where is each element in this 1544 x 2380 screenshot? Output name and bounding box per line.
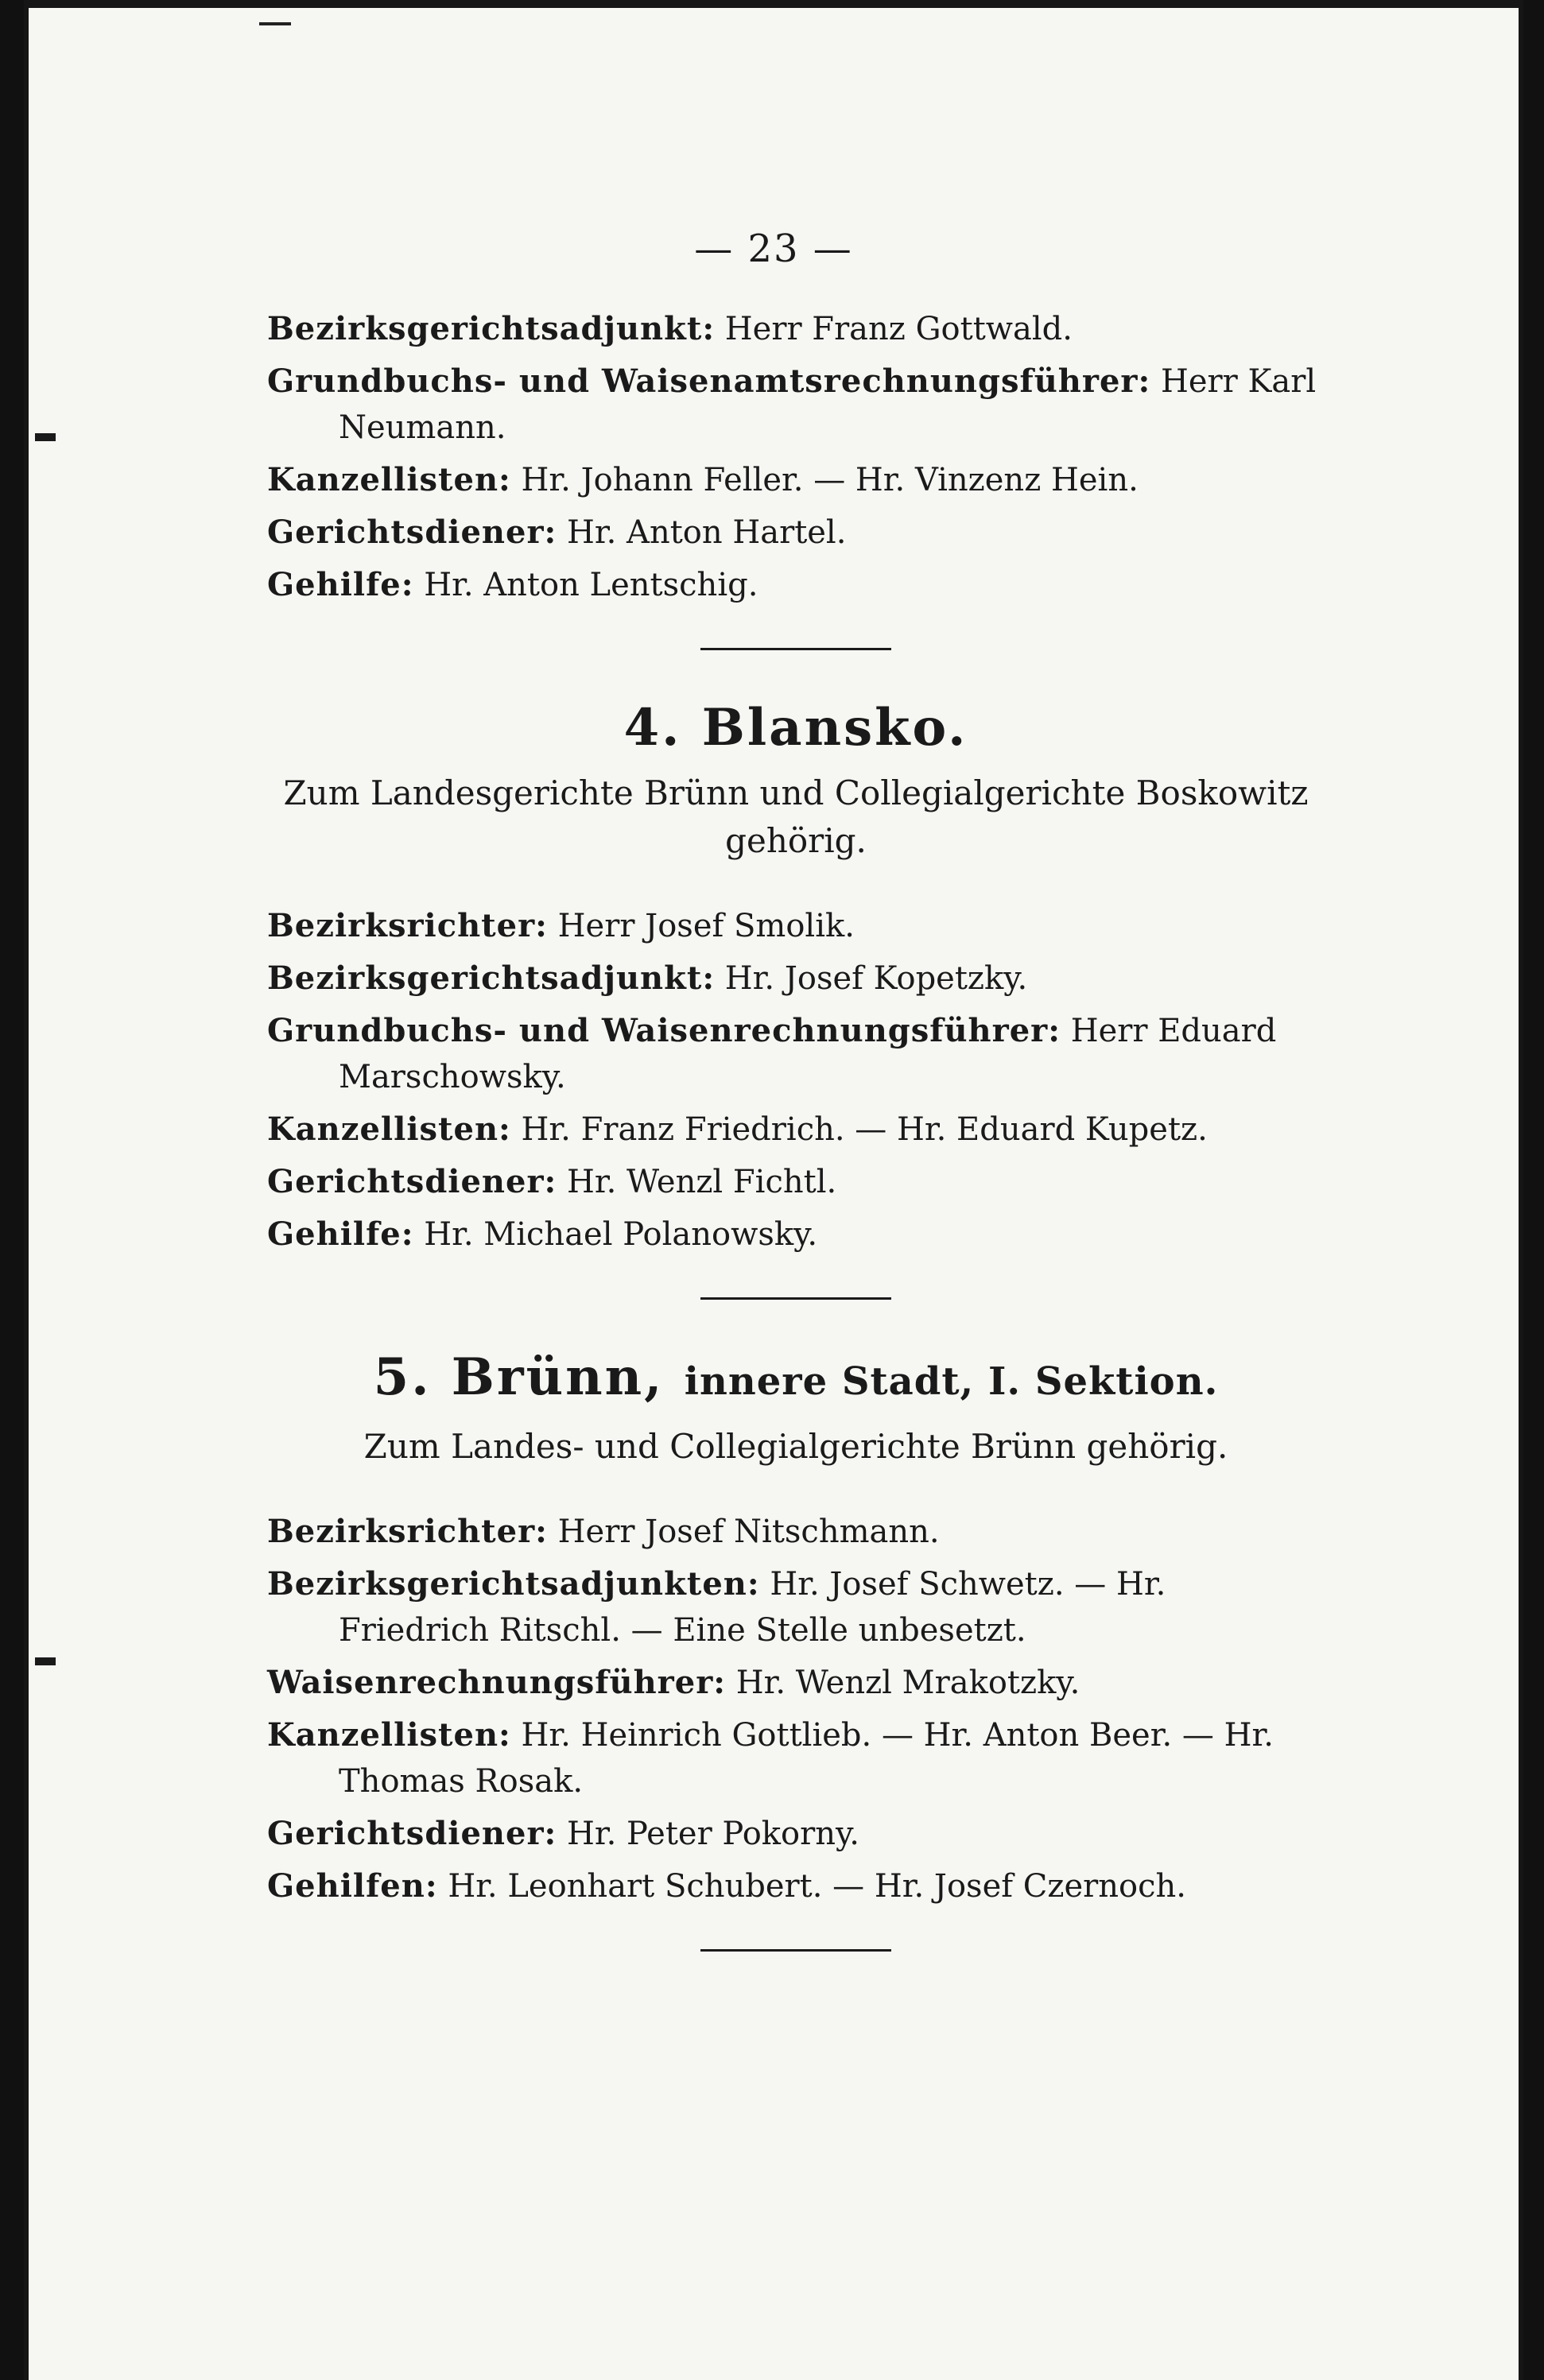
- page-top-border: [29, 0, 1519, 8]
- entry-role: Kanzellisten:: [267, 461, 511, 498]
- entry-role: Bezirksgerichtsadjunkten:: [267, 1565, 760, 1603]
- staff-entry: [267, 562, 1325, 608]
- entry-names: Hr. Anton Hartel.: [567, 514, 847, 551]
- section-5-heading: [267, 1346, 1325, 1413]
- entry-role: Gehilfe:: [267, 1215, 414, 1253]
- section-4-heading: 4. Blansko.: [623, 698, 968, 758]
- entry-names: Hr. Franz Friedrich. — Hr. Eduard Kupetz.: [521, 1111, 1208, 1148]
- staff-entry: [267, 1863, 1325, 1909]
- entry-names: Hr. Wenzl Fichtl.: [567, 1164, 837, 1200]
- entry-role: Bezirksgerichtsadjunkt:: [267, 310, 716, 347]
- page-number: — 23 —: [694, 227, 853, 271]
- staff-entry: [267, 955, 1325, 1002]
- entry-names: Hr. Josef Kopetzky.: [724, 960, 1028, 997]
- staff-entry: [267, 306, 1325, 352]
- section-3-entries: [267, 306, 1325, 608]
- entry-role: Gehilfen:: [267, 1867, 438, 1905]
- entry-role: Grundbuchs- und Waisenrechnungsführer:: [267, 1012, 1061, 1049]
- staff-entry: [267, 1159, 1325, 1205]
- section-divider: [700, 1949, 891, 1952]
- entry-names: Hr. Peter Pokorny.: [567, 1816, 860, 1852]
- entry-names: Herr Franz Gottwald.: [724, 311, 1073, 347]
- staff-entry: [267, 1660, 1325, 1706]
- entry-names: Hr. Wenzl Mrakotzky.: [735, 1665, 1080, 1701]
- binding-mark: [35, 1657, 56, 1665]
- entry-role: Bezirksgerichtsadjunkt:: [267, 959, 716, 997]
- staff-entry: [267, 359, 1325, 451]
- entry-role: Bezirksrichter:: [267, 1513, 548, 1550]
- entry-role: Kanzellisten:: [267, 1111, 511, 1148]
- staff-entry: [267, 1509, 1325, 1555]
- entry-names: Hr. Heinrich Gottlieb. — Hr. Anton Beer. — Hr. Thomas Rosak.: [339, 1717, 1274, 1800]
- scanned-page: [24, 0, 1523, 2380]
- section-divider: [700, 1297, 891, 1300]
- entry-role: Bezirksrichter:: [267, 907, 548, 944]
- entry-role: Gehilfe:: [267, 566, 414, 603]
- staff-entry: [267, 1561, 1325, 1653]
- entry-names: Hr. Leonhart Schubert. — Hr. Josef Czernoch.: [448, 1868, 1186, 1905]
- entry-names: Hr. Johann Feller. — Hr. Vinzenz Hein.: [521, 462, 1139, 498]
- section-divider: [700, 648, 891, 650]
- staff-entry: [267, 1211, 1325, 1258]
- entry-role: Grundbuchs- und Waisenamtsrechnungsführer:: [267, 362, 1151, 400]
- staff-entry: [267, 1811, 1325, 1857]
- staff-entry: [267, 1008, 1325, 1100]
- entry-names: Hr. Michael Polanowsky.: [424, 1216, 818, 1253]
- staff-entry: [267, 510, 1325, 556]
- entry-role: Waisenrechnungsführer:: [267, 1664, 727, 1701]
- section-5-subtitle: Zum Landes- und Collegialgerichte Brünn gehörig.: [363, 1427, 1228, 1466]
- entry-names: Herr Karl Neumann.: [339, 363, 1317, 446]
- entry-role: Gerichtsdiener:: [267, 1815, 557, 1852]
- entry-role: Kanzellisten:: [267, 1716, 511, 1754]
- section-5-title-main: 5. Brünn,: [373, 1347, 665, 1407]
- section-5-title-sub: innere Stadt, I. Sektion.: [684, 1359, 1219, 1404]
- section-4-entries: [267, 903, 1325, 1258]
- entry-names: Herr Josef Nitschmann.: [557, 1514, 940, 1550]
- staff-entry: [267, 457, 1325, 503]
- staff-entry: [267, 1107, 1325, 1153]
- scan-mark: [259, 22, 291, 25]
- entry-names: Hr. Anton Lentschig.: [424, 567, 758, 603]
- entry-names: Hr. Josef Schwetz. — Hr. Friedrich Ritschl. — Eine Stelle unbesetzt.: [339, 1566, 1166, 1649]
- entry-names: Herr Eduard Marschowsky.: [339, 1013, 1277, 1095]
- entry-role: Gerichtsdiener:: [267, 1163, 557, 1200]
- page-content: [267, 306, 1325, 1998]
- section-4-subtitle: Zum Landesgerichte Brünn und Collegialgerichte Boskowitz gehörig.: [283, 773, 1309, 860]
- staff-entry: [267, 1712, 1325, 1804]
- section-5-entries: [267, 1509, 1325, 1909]
- entry-role: Gerichtsdiener:: [267, 514, 557, 551]
- staff-entry: [267, 903, 1325, 949]
- binding-mark: [35, 433, 56, 441]
- entry-names: Herr Josef Smolik.: [557, 908, 855, 944]
